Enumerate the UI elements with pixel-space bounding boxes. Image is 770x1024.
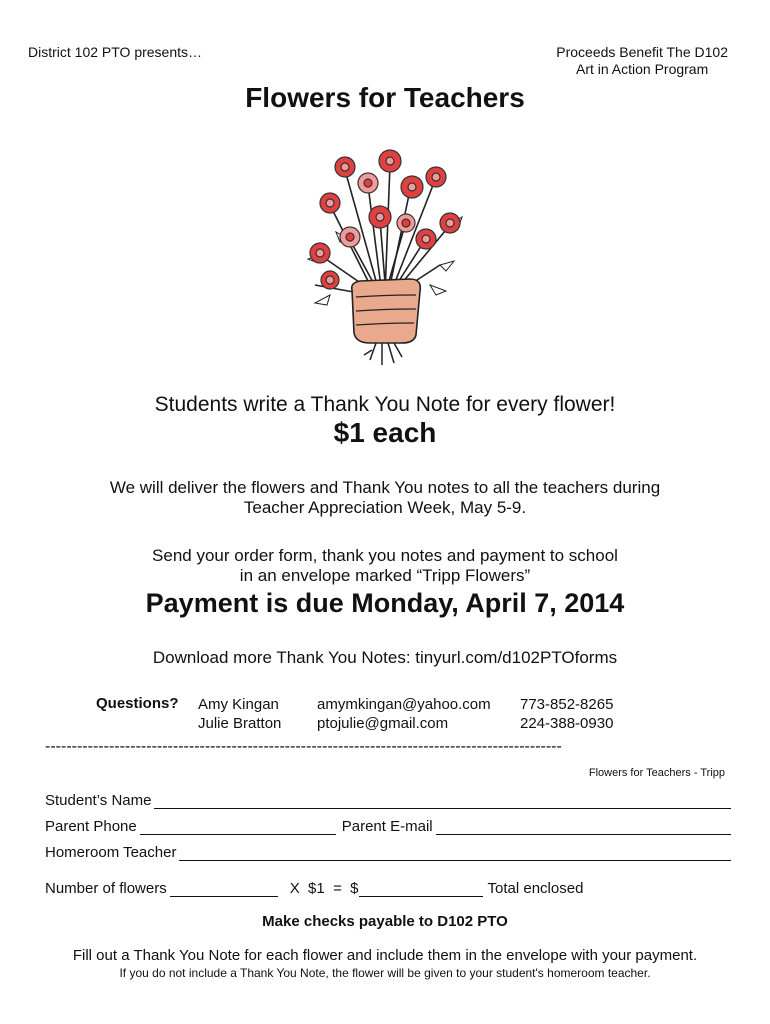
download-notes-text: Download more Thank You Notes: tinyurl.com/d102PTOforms: [152, 648, 618, 667]
contact-email: amymkingan@yahoo.com: [317, 696, 491, 713]
flower-heads: [310, 150, 460, 289]
send-paragraph: [0, 546, 770, 586]
header-beneficiary: [556, 44, 728, 78]
instructions-text: Fill out a Thank You Note for each flower and include them in the envelope with your payment.: [72, 947, 698, 964]
parent-phone-field[interactable]: [140, 820, 336, 835]
parent-contact-row: [45, 818, 731, 835]
stem-ends: [364, 343, 402, 365]
beneficiary-line-1: Proceeds Benefit The D102: [556, 44, 728, 60]
total-enclosed-label: Total enclosed: [487, 880, 584, 897]
flowers-total-row: [45, 880, 731, 897]
header-presenter: District 102 PTO presents…: [28, 44, 203, 60]
send-line-1: Send your order form, thank you notes and payment to school: [152, 546, 618, 565]
student-name-field[interactable]: [154, 794, 731, 809]
contact-names: [198, 695, 281, 733]
contact-phones: [520, 695, 613, 733]
price: $1 each: [333, 417, 437, 448]
homeroom-teacher-row: [45, 844, 731, 861]
flower-bouquet-illustration: [290, 145, 480, 370]
payment-due-heading: Payment is due Monday, April 7, 2014: [145, 588, 625, 618]
delivery-line-2: Teacher Appreciation Week, May 5-9.: [243, 498, 527, 517]
cut-line: -------------------------------------------------------------------------------------------------: [45, 738, 562, 755]
contact-email: ptojulie@gmail.com: [317, 715, 449, 732]
parent-email-field[interactable]: [436, 820, 731, 835]
number-of-flowers-label: Number of flowers: [45, 880, 167, 897]
beneficiary-line-2: Art in Action Program: [575, 61, 709, 77]
hand: [352, 279, 421, 343]
questions-label: Questions?: [96, 695, 179, 712]
number-of-flowers-field[interactable]: [170, 882, 278, 897]
contact-emails: [317, 695, 491, 733]
contact-name: Julie Bratton: [198, 715, 282, 732]
homeroom-teacher-label: Homeroom Teacher: [45, 844, 177, 861]
page-title: Flowers for Teachers: [245, 82, 525, 113]
student-name-row: [45, 792, 731, 809]
delivery-paragraph: [0, 478, 770, 518]
fine-print: If you do not include a Thank You Note, the flower will be given to your student's homeroom teacher.: [119, 966, 651, 980]
tagline: Students write a Thank You Note for every flower!: [154, 393, 616, 416]
contact-phone: 224-388-0930: [520, 715, 614, 732]
parent-phone-label: Parent Phone: [45, 818, 137, 835]
contact-name: Amy Kingan: [198, 696, 279, 713]
contact-phone: 773-852-8265: [520, 696, 614, 713]
parent-email-label: Parent E-mail: [341, 818, 433, 835]
homeroom-teacher-field[interactable]: [179, 846, 731, 861]
multiplier-text: X $1 = $: [289, 880, 359, 897]
delivery-line-1: We will deliver the flowers and Thank You notes to all the teachers during: [109, 478, 661, 497]
student-name-label: Student’s Name: [45, 792, 152, 809]
form-footer-label: Flowers for Teachers - Tripp: [588, 767, 725, 779]
total-amount-field[interactable]: [359, 882, 483, 897]
checks-payable-text: Make checks payable to D102 PTO: [262, 913, 508, 930]
send-line-2: in an envelope marked “Tripp Flowers”: [239, 566, 531, 585]
